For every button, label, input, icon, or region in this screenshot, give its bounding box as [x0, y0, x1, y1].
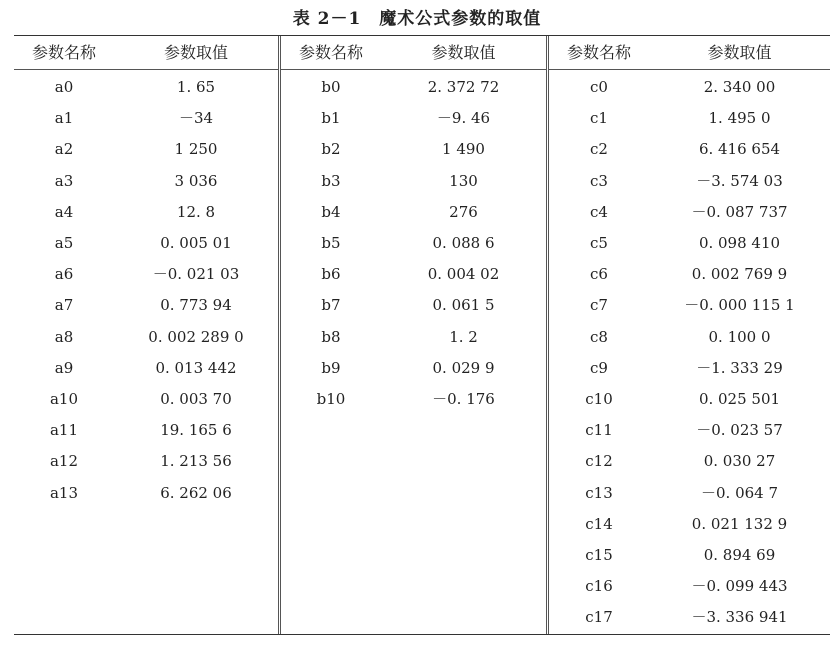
- table-row: [281, 259, 546, 290]
- param-name-cell: a12: [49, 452, 79, 471]
- param-value-cell: －0. 099 443: [691, 577, 788, 596]
- param-value-cell: 19. 165 6: [160, 421, 232, 440]
- param-value-cell: 0. 002 769 9: [691, 265, 788, 284]
- param-name-cell: c6: [590, 265, 608, 284]
- param-name-cell: b10: [316, 390, 346, 408]
- table-row: [549, 478, 830, 509]
- param-value-cell: 0. 021 132 9: [691, 514, 788, 533]
- param-name-cell: a10: [49, 390, 79, 408]
- param-value-cell: 2. 372 72: [427, 78, 500, 96]
- param-value-cell: 0. 773 94: [160, 296, 232, 315]
- param-value-cell: 6. 262 06: [160, 483, 232, 502]
- table-row: [549, 259, 830, 290]
- param-value-cell: 0. 002 289 0: [148, 327, 244, 346]
- table-row: [281, 166, 546, 197]
- param-name-cell: c13: [585, 483, 613, 502]
- param-value-cell: －1. 333 29: [696, 358, 783, 377]
- table-row: [549, 415, 830, 446]
- param-value-cell: －0. 021 03: [152, 265, 240, 284]
- table-row: [281, 290, 546, 321]
- param-value-cell: 0. 100 0: [708, 327, 771, 346]
- parameter-table: [14, 35, 830, 635]
- param-name-cell: c10: [585, 390, 613, 408]
- table-row: [14, 166, 278, 197]
- table-row: [549, 103, 830, 134]
- param-name-cell: c0: [590, 78, 608, 96]
- param-name-cell: a5: [54, 234, 74, 252]
- table-row: [281, 72, 546, 103]
- table-header: [14, 36, 278, 70]
- param-name-cell: b9: [321, 358, 341, 377]
- header-param-name: 参数名称: [566, 43, 631, 62]
- param-name-cell: c3: [590, 171, 608, 190]
- param-name-cell: b4: [321, 202, 341, 221]
- table-row: [549, 322, 830, 353]
- table-row: [14, 384, 278, 415]
- param-name-cell: c4: [590, 202, 608, 221]
- parameter-group-a: [14, 36, 278, 634]
- param-value-cell: 0. 088 6: [432, 234, 495, 252]
- table-row: [549, 446, 830, 477]
- table-row: [14, 259, 278, 290]
- parameter-group-b: [281, 36, 546, 634]
- param-value-cell: 6. 416 654: [698, 140, 781, 159]
- table-row: [549, 384, 830, 415]
- param-value-cell: 0. 061 5: [432, 296, 495, 315]
- table-row: [281, 103, 546, 134]
- table-row: [14, 478, 278, 509]
- param-value-cell: 1. 495 0: [708, 109, 771, 128]
- param-value-cell: 0. 030 27: [703, 452, 776, 471]
- param-value-cell: 0. 029 9: [432, 358, 495, 377]
- param-name-cell: a1: [54, 109, 74, 128]
- param-value-cell: －0. 176: [432, 390, 495, 408]
- param-name-cell: c5: [590, 234, 608, 252]
- param-value-cell: 3 036: [174, 171, 218, 190]
- param-name-cell: b0: [321, 78, 341, 96]
- table-row: [549, 166, 830, 197]
- param-value-cell: 1. 2: [449, 327, 478, 346]
- table-row: [14, 446, 278, 477]
- table-row: [281, 384, 546, 415]
- param-value-cell: 1. 213 56: [160, 452, 232, 471]
- table-row: [281, 322, 546, 353]
- table-row: [14, 72, 278, 103]
- param-name-cell: a0: [54, 78, 74, 96]
- param-value-cell: 12. 8: [176, 202, 216, 221]
- table-row: [14, 134, 278, 165]
- param-name-cell: b8: [321, 327, 341, 346]
- param-value-cell: 130: [449, 171, 478, 190]
- table-row: [549, 72, 830, 103]
- table-row: [14, 103, 278, 134]
- param-name-cell: a9: [54, 358, 74, 377]
- table-row: [14, 290, 278, 321]
- table-row: [281, 134, 546, 165]
- param-value-cell: 1. 65: [176, 78, 216, 96]
- param-value-cell: 0. 025 501: [698, 390, 781, 408]
- param-name-cell: a4: [54, 202, 74, 221]
- param-name-cell: c12: [585, 452, 613, 471]
- param-value-cell: －3. 574 03: [696, 171, 783, 190]
- table-row: [14, 322, 278, 353]
- param-value-cell: －9. 46: [436, 109, 491, 128]
- header-param-value: 参数取值: [431, 43, 496, 62]
- param-name-cell: a2: [54, 140, 74, 159]
- param-value-cell: －0. 000 115 1: [684, 296, 795, 315]
- table-row: [281, 228, 546, 259]
- param-name-cell: b7: [321, 296, 341, 315]
- param-name-cell: a8: [54, 327, 74, 346]
- param-value-cell: －0. 087 737: [691, 202, 788, 221]
- param-value-cell: 0. 005 01: [160, 234, 232, 252]
- param-value-cell: 276: [449, 202, 478, 221]
- table-row: [14, 353, 278, 384]
- header-param-name: 参数名称: [298, 43, 363, 62]
- table-header: [549, 36, 830, 70]
- param-value-cell: 1 250: [174, 140, 218, 159]
- table-header: [281, 36, 546, 70]
- param-value-cell: －0. 064 7: [700, 483, 779, 502]
- param-name-cell: c15: [585, 546, 613, 564]
- param-name-cell: c17: [585, 608, 613, 627]
- param-name-cell: b2: [321, 140, 341, 159]
- param-name-cell: b6: [321, 265, 341, 284]
- column-divider: [278, 36, 279, 634]
- param-value-cell: 0. 004 02: [427, 265, 500, 284]
- param-value-cell: 0. 003 70: [160, 390, 232, 408]
- param-value-cell: －0. 023 57: [696, 421, 783, 440]
- param-value-cell: 2. 340 00: [703, 78, 776, 96]
- param-value-cell: －34: [178, 109, 214, 128]
- param-name-cell: c9: [590, 358, 608, 377]
- column-divider: [546, 36, 547, 634]
- table-row: [549, 290, 830, 321]
- param-name-cell: a6: [54, 265, 74, 284]
- param-name-cell: c1: [590, 109, 608, 128]
- header-param-value: 参数取值: [163, 43, 228, 62]
- param-value-cell: －3. 336 941: [691, 608, 788, 627]
- param-name-cell: a7: [54, 296, 74, 315]
- param-value-cell: 1 490: [442, 140, 485, 159]
- param-name-cell: c11: [585, 421, 613, 440]
- table-row: [549, 571, 830, 602]
- param-name-cell: b5: [321, 234, 341, 252]
- table-row: [549, 540, 830, 571]
- table-row: [14, 197, 278, 228]
- param-name-cell: b1: [321, 109, 341, 128]
- param-name-cell: a3: [54, 171, 74, 190]
- table-row: [549, 197, 830, 228]
- param-name-cell: a11: [49, 421, 79, 440]
- param-name-cell: c2: [590, 140, 608, 159]
- param-name-cell: a13: [49, 483, 79, 502]
- param-value-cell: 0. 098 410: [698, 234, 781, 252]
- header-param-name: 参数名称: [31, 43, 96, 62]
- param-value-cell: 0. 894 69: [703, 546, 776, 564]
- param-name-cell: c7: [590, 296, 608, 315]
- table-row: [281, 197, 546, 228]
- parameter-group-c: [549, 36, 830, 634]
- table-row: [14, 228, 278, 259]
- table-row: [549, 602, 830, 633]
- table-row: [14, 415, 278, 446]
- table-title: 表 2－1 魔术公式参数的取值: [292, 9, 542, 29]
- param-name-cell: b3: [321, 171, 341, 190]
- param-name-cell: c14: [585, 514, 613, 533]
- table-row: [549, 228, 830, 259]
- param-name-cell: c16: [585, 577, 613, 596]
- table-row: [549, 353, 830, 384]
- table-row: [281, 353, 546, 384]
- param-name-cell: c8: [590, 327, 608, 346]
- param-value-cell: 0. 013 442: [155, 358, 237, 377]
- table-row: [549, 134, 830, 165]
- table-row: [549, 509, 830, 540]
- header-param-value: 参数取值: [707, 43, 772, 62]
